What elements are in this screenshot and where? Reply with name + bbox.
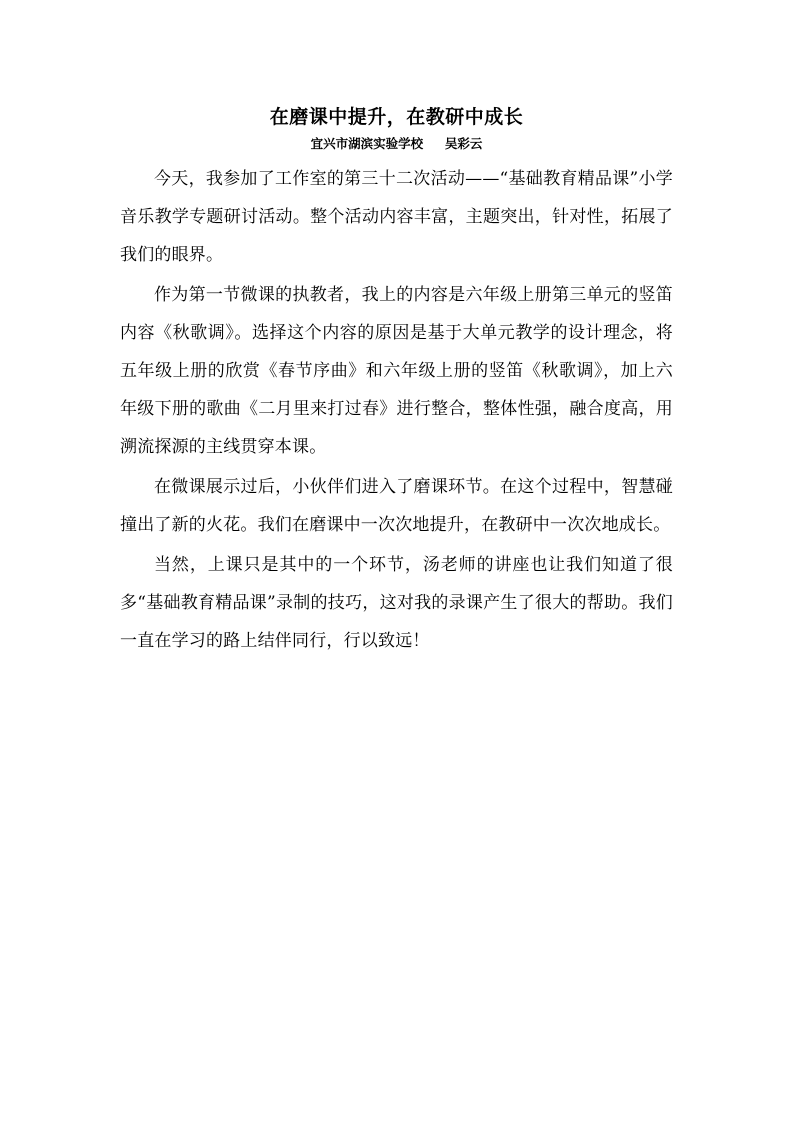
document-title: 在磨课中提升，在教研中成长 [269,106,524,128]
paragraph-1: 今天，我参加了工作室的第三十二次活动——“基础教育精品课”小学音乐教学专题研讨活动。整个活动内容丰富，主题突出，针对性，拓展了我们的眼界。 [120,169,673,265]
paragraph-4: 当然，上课只是其中的一个环节，汤老师的讲座也让我们知道了很多“基础教育精品课”录制的技巧，这对我的录课产生了很大的帮助。我们一直在学习的路上结伴同行，行以致远！ [120,555,673,651]
document-page [120,102,673,662]
paragraph-2: 作为第一节微课的执教者，我上的内容是六年级上册第三单元的竖笛内容《秋歌调》。选择这个内容的原因是基于大单元教学的设计理念，将五年级上册的欣赏《春节序曲》和六年级上册的竖笛《秋歌调》，加上六年级下册的歌曲《二月里来打过春》进行整合，整体性强，融合度高，用溯流探源的主线贯穿本课。 [120,285,673,457]
paragraph-3: 在微课展示过后，小伙伴们进入了磨课环节。在这个过程中，智慧碰撞出了新的火花。我们在磨课中一次次地提升，在教研中一次次地成长。 [120,477,673,535]
author-line: 宜兴市湖滨实验学校 吴彩云 [310,136,483,151]
